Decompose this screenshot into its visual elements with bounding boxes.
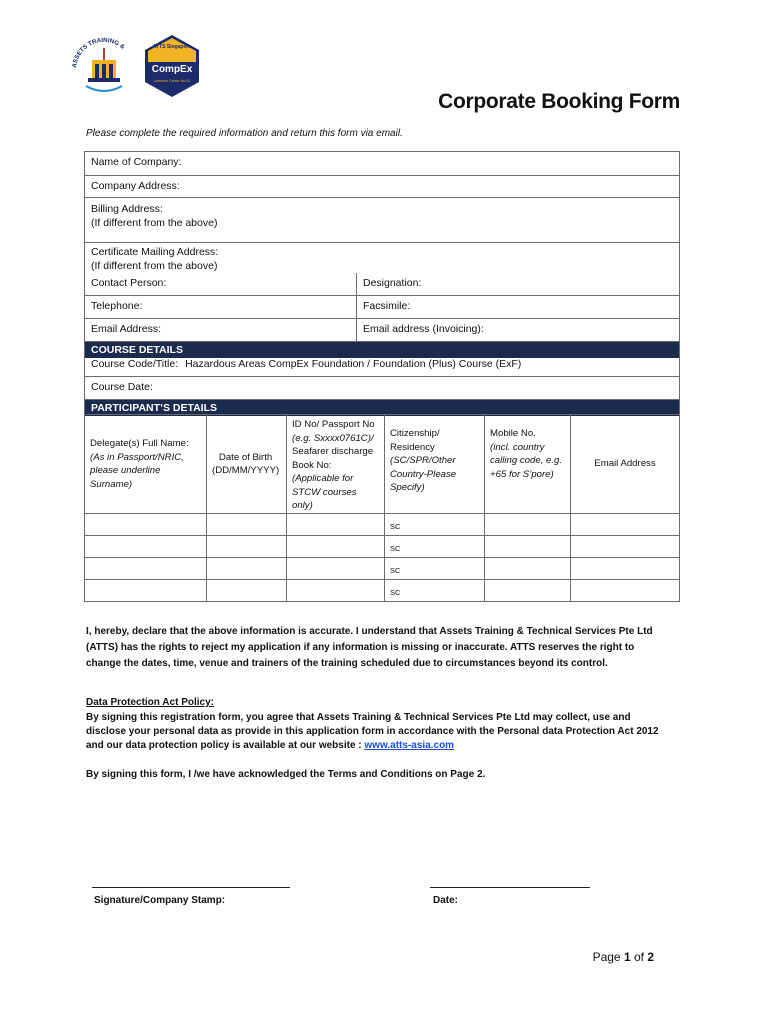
contact-row <box>85 273 679 295</box>
facsimile-field[interactable] <box>357 296 679 318</box>
course-date-label: Course Date: <box>91 381 153 393</box>
col-delegate-name <box>85 414 207 513</box>
telephone-label: Telephone: <box>91 300 143 312</box>
telephone-field[interactable] <box>85 296 357 318</box>
email-invoicing-label: Email address (Invoicing): <box>363 323 484 335</box>
participant-name-cell[interactable] <box>85 513 207 535</box>
page-number <box>593 950 654 964</box>
participant-id-cell[interactable] <box>287 557 385 579</box>
col-delegate-name-note: (As in Passport/NRIC, please underline Surname) <box>90 451 184 490</box>
page-title: Corporate Booking Form <box>438 90 680 113</box>
email-invoicing-field[interactable] <box>357 319 679 341</box>
svg-text:ATTS Singapore: ATTS Singapore <box>152 44 192 50</box>
participant-table <box>85 414 679 601</box>
date-line[interactable] <box>430 887 590 888</box>
svg-text:CompEx: CompEx <box>151 64 193 75</box>
col-dob-format: (DD/MM/YYYY) <box>212 465 280 476</box>
participant-mobile-cell[interactable] <box>485 557 571 579</box>
signature-label: Signature/Company Stamp: <box>94 895 226 906</box>
billing-address-note: (If different from the above) <box>91 217 218 229</box>
signature-line[interactable] <box>92 887 290 888</box>
participant-details-header: PARTICIPANT’S DETAILS <box>85 400 679 416</box>
date-label: Date: <box>433 895 459 906</box>
company-address-row[interactable] <box>85 175 679 197</box>
company-name-label: Name of Company: <box>91 156 182 168</box>
declaration-text: I, hereby, declare that the above information is accurate. I understand that Assets Training & Technical Services Pte Ltd (ATTS) has the rights to reject my application if any information is missing or inaccurate. ATTS reserves the right to change the dates, time, venue and trainers of the training scheduled due to circumstances beyond its control. <box>86 626 653 669</box>
dpa-body: By signing this registration form, you agree that Assets Training & Technical Services Pte Ltd may collect, use and disclose your personal data as provide in this application form in accordance with the Personal data Protection Act 2012 and our data protection policy is available at our website : <box>86 712 659 751</box>
facsimile-label: Facsimile: <box>363 300 411 312</box>
col-email-title: Email Address <box>594 458 656 470</box>
col-citizenship-title: Citizenship/ Residency <box>390 428 440 453</box>
participant-citizenship-cell[interactable]: SC <box>385 535 485 557</box>
course-date-row[interactable] <box>85 376 679 399</box>
svg-text:Licensed Centre No.01: Licensed Centre No.01 <box>153 79 191 83</box>
dpa-text <box>86 711 671 753</box>
email-field[interactable] <box>85 319 357 341</box>
participant-id-cell[interactable] <box>287 535 385 557</box>
designation-label: Designation: <box>363 277 422 289</box>
course-code-value: Hazardous Areas CompEx Foundation / Foundation (Plus) Course (ExF) <box>185 358 522 370</box>
email-row <box>85 318 679 341</box>
designation-field[interactable] <box>357 273 679 295</box>
col-mobile-note: (incl. country calling code, e.g. +65 for S’pore) <box>490 441 562 480</box>
participant-email-cell[interactable] <box>571 535 679 557</box>
contact-person-label: Contact Person: <box>91 277 167 289</box>
page-total: 2 <box>647 950 654 964</box>
participant-mobile-cell[interactable] <box>485 579 571 601</box>
participant-email-cell[interactable] <box>571 513 679 535</box>
billing-address-row[interactable] <box>85 197 679 242</box>
participant-citizenship-cell[interactable]: SC <box>385 513 485 535</box>
participant-citizenship-cell[interactable]: SC <box>385 579 485 601</box>
col-id-passport <box>287 414 385 513</box>
participant-dob-cell[interactable] <box>207 513 287 535</box>
participant-mobile-cell[interactable] <box>485 535 571 557</box>
acknowledgement-text: By signing this form, I /we have acknowledged the Terms and Conditions on Page 2. <box>86 769 486 780</box>
course-details-header-row <box>85 341 679 356</box>
dpa-heading: Data Protection Act Policy: <box>86 697 214 708</box>
col-email <box>571 414 679 513</box>
col-citizenship <box>385 414 485 513</box>
website-link[interactable]: www.atts-asia.com <box>364 740 455 751</box>
course-code-label: Course Code/Title: <box>91 358 179 370</box>
atts-company-logo <box>66 30 142 106</box>
participant-header-row <box>85 399 679 414</box>
col-id-title: ID No/ Passport No <box>292 419 375 430</box>
col-seafarer-note: (Applicable for STCW courses only) <box>292 473 357 511</box>
certificate-address-row[interactable] <box>85 242 679 273</box>
company-address-label: Company Address: <box>91 180 180 192</box>
contact-person-field[interactable] <box>85 273 357 295</box>
participant-email-cell[interactable] <box>571 557 679 579</box>
course-details-header: COURSE DETAILS <box>85 342 679 358</box>
col-mobile <box>485 414 571 513</box>
billing-address-label: Billing Address: <box>91 203 163 215</box>
participant-id-cell[interactable] <box>287 579 385 601</box>
certificate-address-note: (If different from the above) <box>91 260 218 272</box>
email-label: Email Address: <box>91 323 162 335</box>
svg-text:ASSETS TRAINING &: ASSETS TRAINING & <box>71 36 127 69</box>
participant-citizenship-cell[interactable]: SC <box>385 557 485 579</box>
col-id-example: (e.g. Sxxxx0761C)/ <box>292 432 374 444</box>
col-seafarer-title: Seafarer discharge Book No: <box>292 446 374 471</box>
col-delegate-name-title: Delegate(s) Full Name: <box>90 438 189 449</box>
participant-email-cell[interactable] <box>571 579 679 601</box>
page-prefix: Page <box>592 950 624 964</box>
page-current: 1 <box>623 950 631 964</box>
compex-logo <box>144 34 200 98</box>
booking-form <box>84 151 680 602</box>
certificate-address-label: Certificate Mailing Address: <box>91 246 219 258</box>
participant-dob-cell[interactable] <box>207 557 287 579</box>
course-code-row[interactable] <box>85 356 679 376</box>
intro-text: Please complete the required information and return this form via email. <box>86 128 403 139</box>
col-mobile-title: Mobile No. <box>490 428 536 439</box>
col-dob-title: Date of Birth <box>218 451 273 463</box>
participant-mobile-cell[interactable] <box>485 513 571 535</box>
col-citizenship-note: (SC/SPR/Other Country-Please Specify) <box>390 455 457 493</box>
participant-name-cell[interactable] <box>85 557 207 579</box>
page-of: of <box>630 950 648 964</box>
participant-dob-cell[interactable] <box>207 579 287 601</box>
phone-row <box>85 295 679 318</box>
participant-dob-cell[interactable] <box>207 535 287 557</box>
participant-id-cell[interactable] <box>287 513 385 535</box>
participant-name-cell[interactable] <box>85 579 207 601</box>
participant-name-cell[interactable] <box>85 535 207 557</box>
company-name-row[interactable] <box>85 152 679 175</box>
col-date-of-birth <box>207 414 287 513</box>
